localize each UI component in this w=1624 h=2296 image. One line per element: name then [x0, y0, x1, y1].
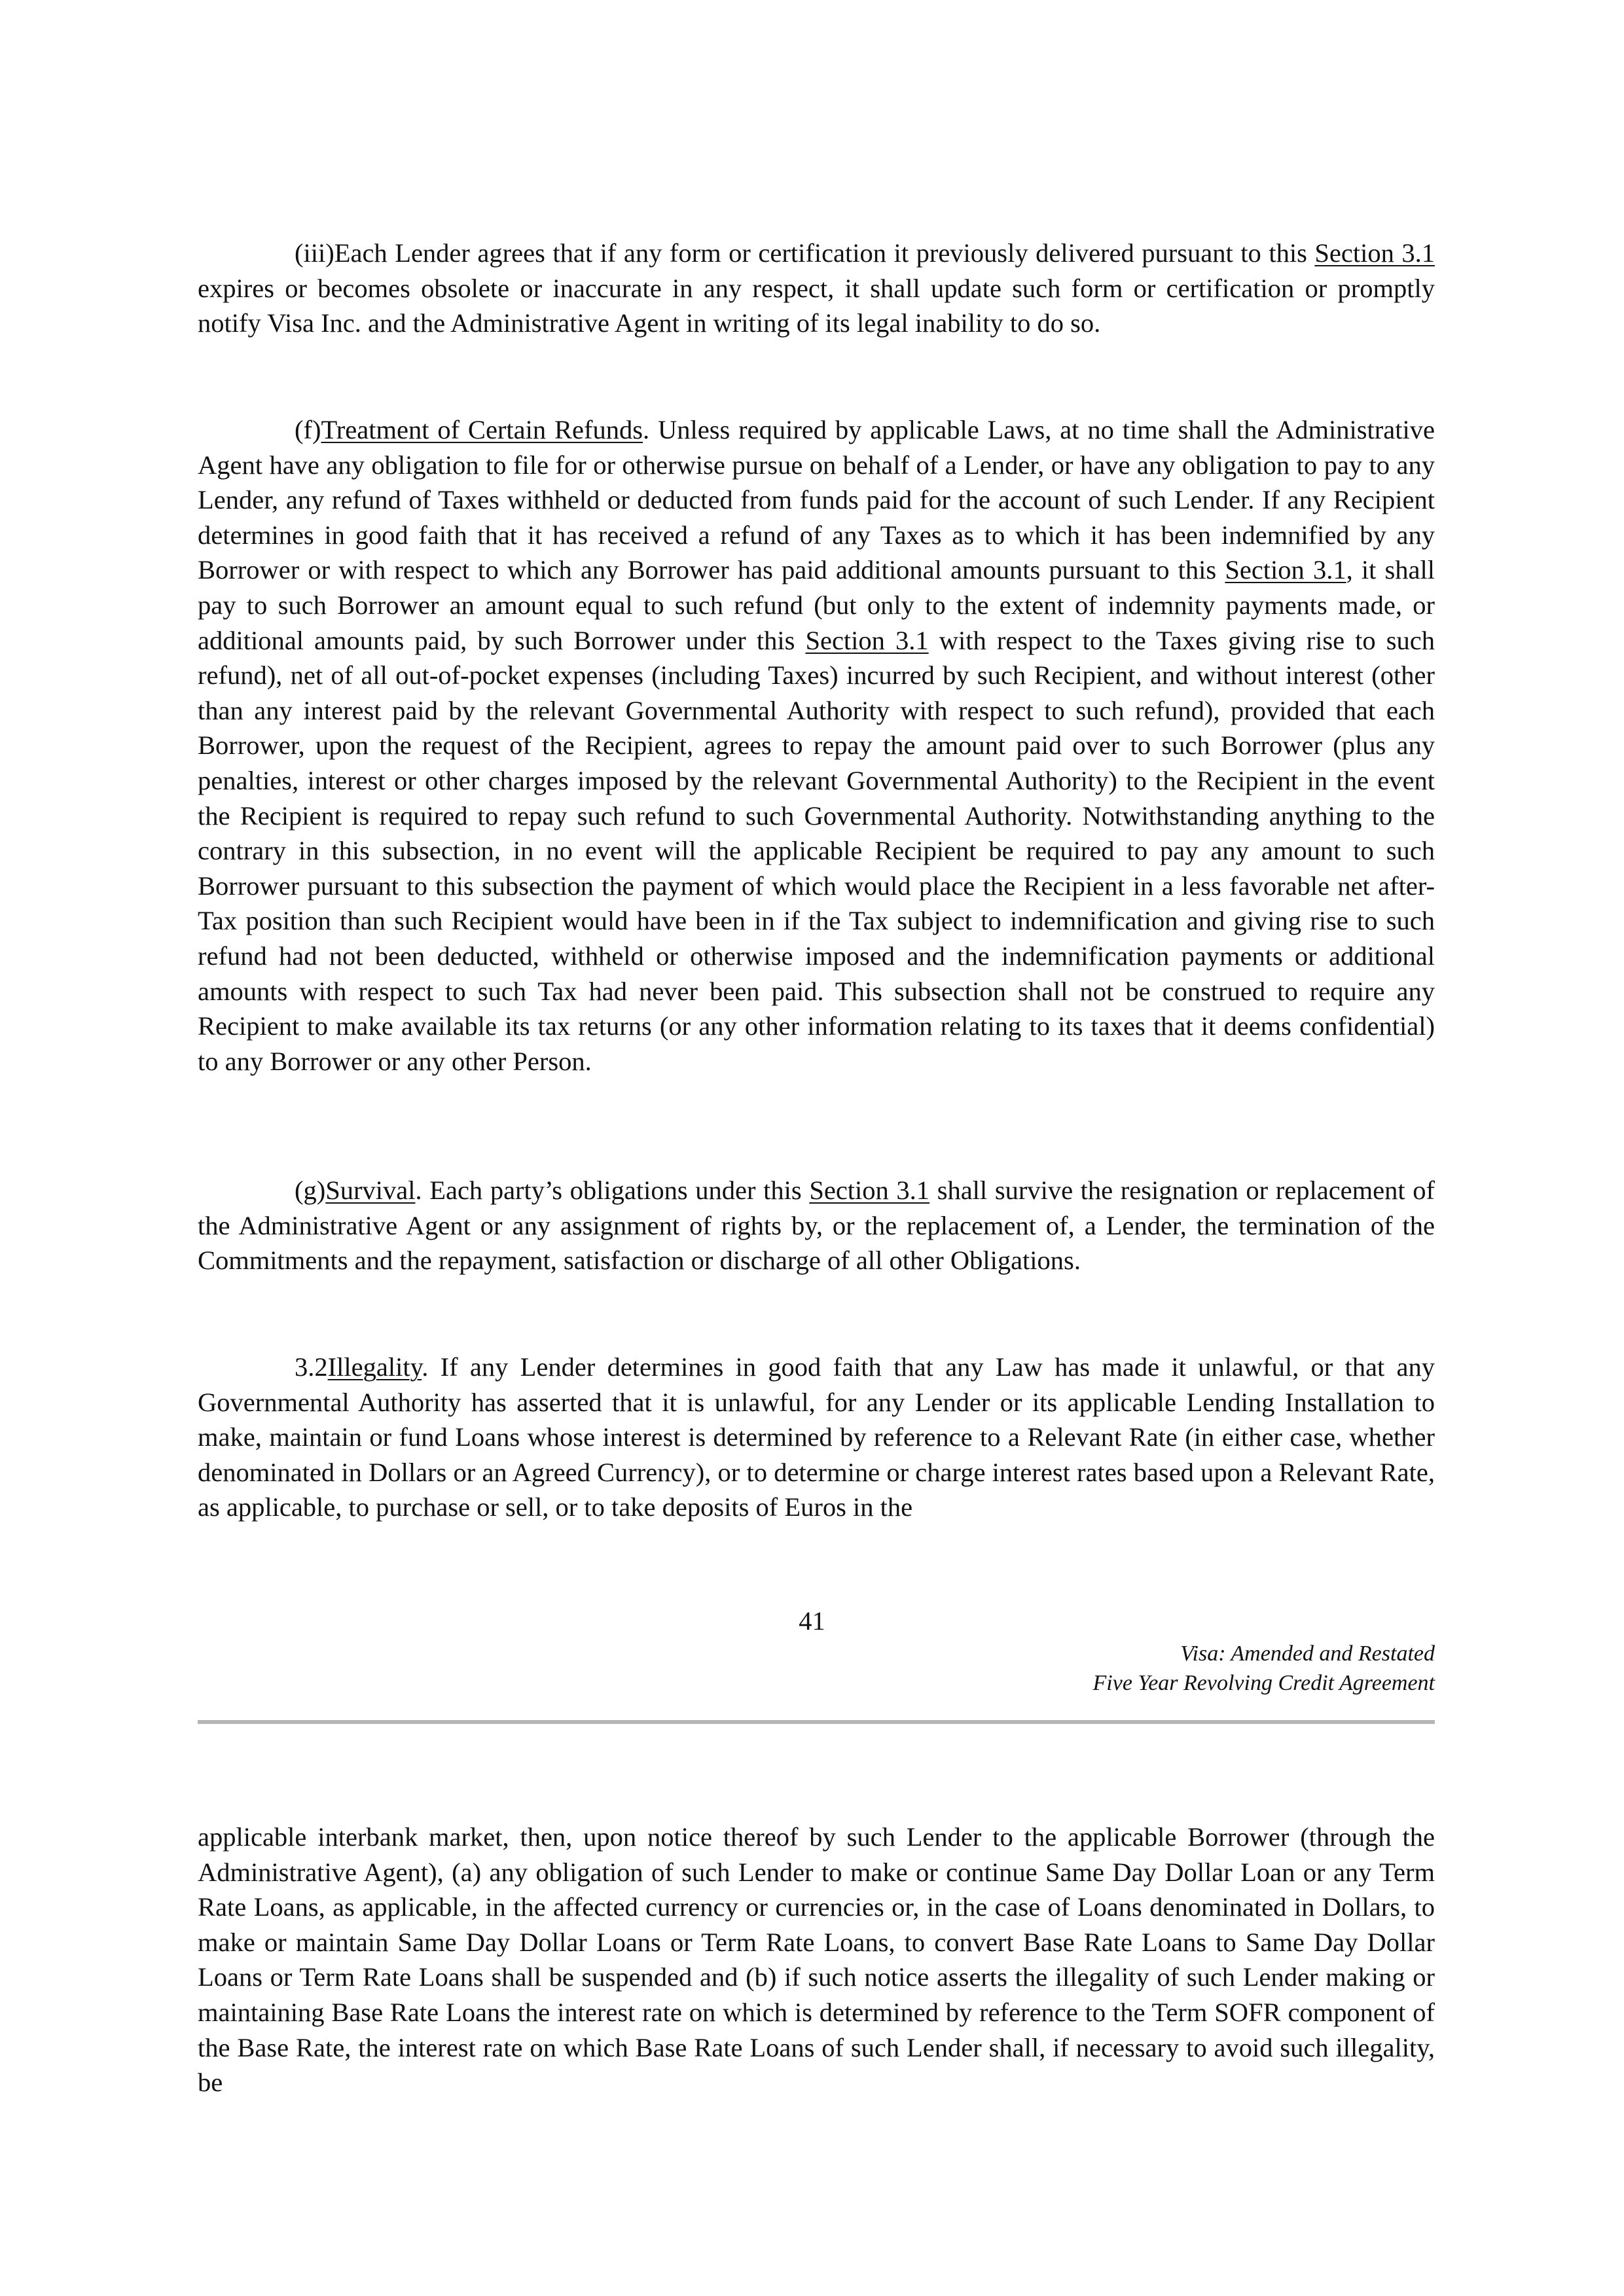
- paragraph-text: . Unless required by applicable Laws, at no time shall the Administrative Agent have any obligation to file for or otherwise pursue on behalf of a Lender, or have any obligation to pay to any Lender, any refund of Taxes withheld or deducted from funds paid for the account of such Lender. If any Recipient determines in good faith that it has received a refund of any Taxes as to which it has been indemnified by any Borrower or with respect to which any Borrower has paid additional amounts pursuant to this: [198, 415, 1435, 585]
- paragraph-continuation: applicable interbank market, then, upon notice thereof by such Lender to the applicable Borrower (through the Administrative Agent), (a) any obligation of such Lender to make or continue Same Day Dollar Loan or any Term Rate Loans, as applicable, in the affected currency or currencies or, in the case of Loans denominated in Dollars, to make or maintain Same Day Dollar Loans or Term Rate Loans, to convert Base Rate Loans to Same Day Dollar Loans or Term Rate Loans shall be suspended and (b) if such notice asserts the illegality of such Lender making or maintaining Base Rate Loans the interest rate on which is determined by reference to the Term SOFR component of the Base Rate, the interest rate on which Base Rate Loans of such Lender shall, if necessary to avoid such illegality, be: [198, 1822, 1435, 2098]
- paragraph-g-survival: [198, 1173, 1435, 1278]
- footer-title-line: Five Year Revolving Credit Agreement: [1092, 1671, 1435, 1695]
- paragraph-heading: Survival: [325, 1175, 416, 1205]
- paragraph-text: shall survive the resignation or replacement of the Administrative Agent or any assignment of rights by, or the replacement of, a Lender, the termination of the Commitments and the repayment, satisfaction or discharge of all other Obligations.: [198, 1175, 1435, 1276]
- paragraph-heading: Treatment of Certain Refunds: [321, 415, 643, 444]
- footer-title-line: Visa: Amended and Restated: [1180, 1641, 1435, 1666]
- page-divider: [198, 1720, 1435, 1724]
- paragraph-text: . If any Lender determines in good faith that any Law has made it unlawful, or that any Governmental Authority has asserted that it is unlawful, for any Lender or its applicable Lending Installation to make, maintain or fund Loans whose interest is determined by reference to a Relevant Rate (in either case, whether denominated in Dollars or an Agreed Currency), or to determine or charge interest rates based upon a Relevant Rate, as applicable, to purchase or sell, or to take deposits of Euros in the: [198, 1352, 1435, 1522]
- paragraph-number: (f): [295, 415, 321, 444]
- section-reference-link[interactable]: Section 3.1: [805, 625, 929, 655]
- section-heading: Illegality: [327, 1352, 422, 1382]
- paragraph-iii: [198, 236, 1435, 341]
- paragraph-text: with respect to the Taxes giving rise to such refund), net of all out-of-pocket expenses (including Taxes) incurred by such Recipient, and without interest (other than any interest paid by the relevant Governmental Authority with respect to such refund), provided that each Borrower, upon the request of the Recipient, agrees to repay the amount paid over to such Borrower (plus any penalties, interest or other charges imposed by the relevant Governmental Authority) to the Recipient in the event the Recipient is required to repay such refund to such Governmental Authority. Notwithstanding anything to the contrary in this subsection, in no event will the applicable Recipient be required to pay any amount to such Borrower pursuant to this subsection the payment of which would place the Recipient in a less favorable net after-Tax position than such Recipient would have been in if the Tax subject to indemnification and giving rise to such refund had not been deducted, withheld or otherwise imposed and the indemnification payments or additional amounts with respect to such Tax had never been paid. This subsection shall not be construed to require any Recipient to make available its tax returns (or any other information relating to its taxes that it deems confidential) to any Borrower or any other Person.: [198, 625, 1435, 1076]
- page-number: 41: [799, 1606, 825, 1636]
- section-reference-link[interactable]: Section 3.1: [1225, 555, 1346, 585]
- document-footer-title: [1093, 1639, 1435, 1698]
- paragraph-text: . Each party’s obligations under this: [415, 1175, 810, 1205]
- section-reference-link[interactable]: Section 3.1: [809, 1175, 930, 1205]
- paragraph-text: , it shall pay to such Borrower an amount equal to such refund (but only to the extent of indemnity payments made, or additional amounts paid, by such Borrower under this: [198, 555, 1435, 655]
- paragraph-text: expires or becomes obsolete or inaccurate in any respect, it shall update such form or certification or promptly notify Visa Inc. and the Administrative Agent in writing of its legal inability to do so.: [198, 273, 1435, 338]
- paragraph-f-treatment-of-refunds: [198, 412, 1435, 1079]
- section-reference-link[interactable]: Section 3.1: [1314, 238, 1435, 268]
- paragraph-number: (g): [295, 1175, 326, 1205]
- section-number: 3.2: [295, 1352, 328, 1382]
- section-3-2-illegality: [198, 1350, 1435, 1525]
- paragraph-text: Each Lender agrees that if any form or certification it previously delivered pursuant to this: [334, 238, 1315, 268]
- paragraph-number: (iii): [295, 238, 334, 268]
